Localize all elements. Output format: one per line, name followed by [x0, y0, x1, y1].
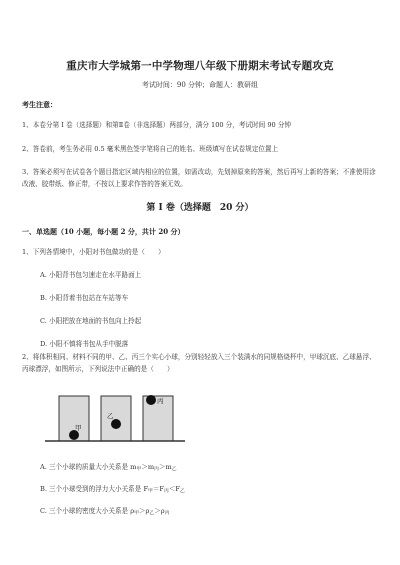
question-1-option-c: C. 小阳把放在地面的书包向上拎起	[40, 317, 142, 325]
section-title: 第 I 卷（选择题 20 分）	[146, 203, 254, 213]
question-1-stem: 1、下列各情境中，小阳对书包做功的是（ ）	[22, 248, 165, 256]
label-yi: 乙	[107, 412, 114, 420]
ball-yi	[111, 419, 121, 429]
question-2-stem: 2、将体积相同、材料不同的甲、乙、丙三个实心小球，分别轻轻放入三个装满水的同规格烧杯中，甲球沉底、乙球悬浮、丙球漂浮，如图所示，下列说法中正确的是（ ）	[22, 353, 376, 373]
part-heading: 一、单选题（10 小题，每小题 2 分，共计 20 分）	[22, 227, 185, 236]
label-jia: 甲	[75, 424, 82, 432]
exam-subtitle: 考试时间：90 分钟；命题人：教研组	[141, 81, 259, 89]
ball-bing	[146, 395, 156, 405]
label-bing: 丙	[157, 397, 164, 405]
question-2-option-c: C. 三个小球的密度大小关系是 $\rho_甲>\rho_乙>\rho_丙$	[40, 507, 170, 516]
question-1-option-d: D. 小阳不慎将书包从手中脱落	[40, 340, 129, 348]
question-1-option-a: A. 小阳背书包匀速走在水平路面上	[40, 271, 142, 279]
question-1-option-b: B. 小阳背着书包站在车站等车	[40, 294, 129, 302]
question-2-option-a: A. 三个小球的质量大小关系是 $m_甲>m_丙>m_乙$	[40, 463, 177, 472]
notice-heading: 考生注意：	[22, 100, 57, 109]
notice-item-2: 2、答卷前，考生务必用 0.5 毫米黑色签字笔将自己的姓名、班级填写在试卷规定位置上	[22, 145, 279, 153]
question-2-option-b: B. 三个小球受到的浮力大小关系是 $F_甲=F_丙<F_乙$	[40, 485, 185, 494]
notice-item-3: 3、答案必须写在试卷各个题目指定区域内相应的位置，如需改动，先划掉原来的答案，然后再写上新的答案；不准使用涂改液、胶带纸、修正带，不按以上要求作答的答案无效。	[22, 168, 376, 188]
exam-title: 重庆市大学城第一中学物理八年级下册期末考试专题攻克	[66, 60, 334, 72]
notice-item-1: 1、本卷分第 I 卷（选择题）和第Ⅱ卷（非选择题）两部分，满分 100 分，考试时间 90 分钟	[22, 121, 292, 129]
beakers-figure	[45, 390, 185, 448]
beaker-yi	[101, 396, 131, 441]
